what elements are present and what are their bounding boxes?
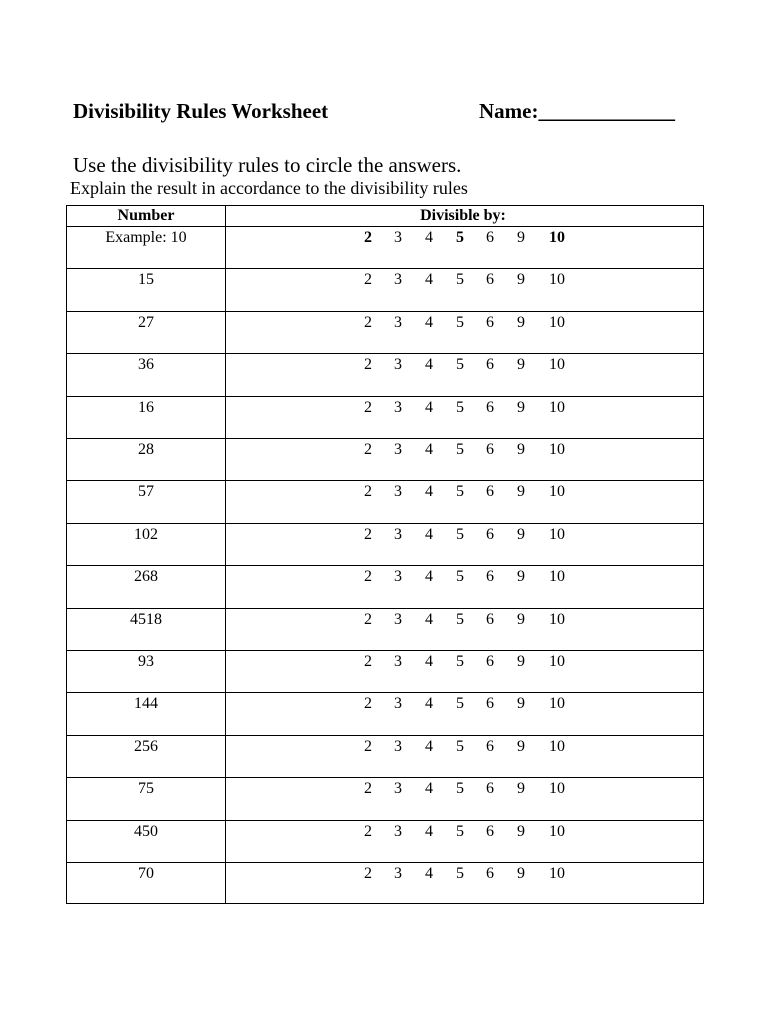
divisor-option-2[interactable]: 2 [364, 356, 372, 374]
divisor-option-9[interactable]: 9 [517, 822, 525, 840]
row-number-cell: Example: 10 [105, 229, 187, 246]
divisor-option-2[interactable]: 2 [364, 737, 372, 755]
divisor-option-6[interactable]: 6 [486, 865, 494, 882]
divisor-option-9[interactable]: 9 [517, 271, 525, 289]
divisor-option-3[interactable]: 3 [394, 313, 402, 331]
divisor-option-10[interactable]: 10 [549, 525, 565, 543]
divisor-option-2[interactable]: 2 [364, 398, 372, 416]
divisor-option-9[interactable]: 9 [517, 568, 525, 586]
divisor-option-6[interactable]: 6 [486, 822, 494, 840]
divisor-option-6[interactable]: 6 [486, 525, 494, 543]
divisor-option-2[interactable]: 2 [364, 780, 372, 798]
divisor-option-5[interactable]: 5 [456, 865, 464, 882]
divisor-option-6[interactable]: 6 [486, 695, 494, 713]
divisor-option-5[interactable]: 5 [456, 483, 464, 501]
divisor-option-9[interactable]: 9 [517, 398, 525, 416]
divisor-option-4[interactable]: 4 [425, 865, 433, 882]
divisor-option-2[interactable]: 2 [364, 441, 372, 458]
worksheet-title: Divisibility Rules Worksheet [73, 99, 329, 123]
table-row [67, 693, 703, 735]
divisor-option-3[interactable]: 3 [394, 737, 402, 755]
divisible-by-column-header: Divisible by: [420, 207, 506, 224]
divisor-option-4[interactable]: 4 [425, 525, 433, 543]
divisor-option-9[interactable]: 9 [517, 313, 525, 331]
divisor-option-6[interactable]: 6 [486, 356, 494, 374]
divisor-option-10[interactable]: 10 [549, 737, 565, 755]
table-row [67, 481, 703, 523]
divisor-option-6[interactable]: 6 [486, 610, 494, 628]
divisor-option-10[interactable]: 10 [549, 780, 565, 798]
divisor-option-9[interactable]: 9 [517, 229, 525, 246]
table-row [67, 227, 703, 269]
divisor-option-5[interactable]: 5 [456, 610, 464, 628]
divisor-option-10[interactable]: 10 [549, 313, 565, 331]
table-row [67, 397, 703, 439]
divisor-option-4[interactable]: 4 [425, 271, 433, 289]
divisor-option-10[interactable]: 10 [549, 398, 565, 416]
divisor-option-10[interactable]: 10 [549, 483, 565, 501]
divisor-option-2[interactable]: 2 [364, 822, 372, 840]
table-row [67, 609, 703, 651]
divisor-option-4[interactable]: 4 [425, 653, 433, 670]
divisor-option-10[interactable]: 10 [549, 865, 565, 882]
row-number-cell: 256 [134, 737, 158, 755]
divisor-option-4[interactable]: 4 [425, 737, 433, 755]
divisor-option-4[interactable]: 4 [425, 356, 433, 374]
divisor-option-5[interactable]: 5 [456, 229, 464, 246]
divisor-option-5[interactable]: 5 [456, 271, 464, 289]
divisor-option-10[interactable]: 10 [549, 653, 565, 670]
divisor-option-4[interactable]: 4 [425, 822, 433, 840]
divisor-option-10[interactable]: 10 [549, 271, 565, 289]
divisor-option-5[interactable]: 5 [456, 525, 464, 543]
table-row [67, 778, 703, 820]
divisor-option-2[interactable]: 2 [364, 610, 372, 628]
row-number-cell: 75 [138, 780, 154, 798]
divisor-option-5[interactable]: 5 [456, 737, 464, 755]
divisor-option-3[interactable]: 3 [394, 610, 402, 628]
instruction-explain-result: Explain the result in accordance to the divisibility rules [70, 178, 468, 198]
table-row [67, 354, 703, 396]
divisor-option-5[interactable]: 5 [456, 695, 464, 713]
instruction-circle-answers: Use the divisibility rules to circle the answers. [73, 153, 462, 177]
divisor-option-10[interactable]: 10 [549, 822, 565, 840]
name-field-label: Name:_____________ [479, 99, 675, 123]
divisor-option-5[interactable]: 5 [456, 313, 464, 331]
table-row [67, 439, 703, 481]
divisor-option-2[interactable]: 2 [364, 525, 372, 543]
divisor-option-6[interactable]: 6 [486, 313, 494, 331]
divisor-option-3[interactable]: 3 [394, 441, 402, 458]
divisor-option-5[interactable]: 5 [456, 441, 464, 458]
divisor-option-4[interactable]: 4 [425, 780, 433, 798]
divisor-option-4[interactable]: 4 [425, 568, 433, 586]
divisor-option-10[interactable]: 10 [549, 356, 565, 374]
divisor-option-9[interactable]: 9 [517, 780, 525, 798]
divisor-option-9[interactable]: 9 [517, 653, 525, 670]
row-number-cell: 144 [134, 695, 158, 713]
divisor-option-9[interactable]: 9 [517, 695, 525, 713]
divisor-option-3[interactable]: 3 [394, 653, 402, 670]
divisor-option-10[interactable]: 10 [549, 229, 565, 246]
row-number-cell: 36 [138, 356, 154, 374]
table-row [67, 736, 703, 778]
divisor-option-3[interactable]: 3 [394, 483, 402, 501]
divisor-option-4[interactable]: 4 [425, 441, 433, 458]
divisor-option-9[interactable]: 9 [517, 865, 525, 882]
divisor-option-3[interactable]: 3 [394, 865, 402, 882]
divisor-option-4[interactable]: 4 [425, 313, 433, 331]
divisor-option-6[interactable]: 6 [486, 441, 494, 458]
divisor-option-3[interactable]: 3 [394, 695, 402, 713]
divisor-option-5[interactable]: 5 [456, 356, 464, 374]
divisor-option-4[interactable]: 4 [425, 229, 433, 246]
divisor-option-3[interactable]: 3 [394, 780, 402, 798]
divisor-option-9[interactable]: 9 [517, 610, 525, 628]
divisor-option-5[interactable]: 5 [456, 822, 464, 840]
divisor-option-3[interactable]: 3 [394, 398, 402, 416]
row-number-cell: 15 [138, 271, 154, 289]
row-number-cell: 102 [134, 525, 158, 543]
divisor-option-4[interactable]: 4 [425, 610, 433, 628]
table-row [67, 524, 703, 566]
divisor-option-9[interactable]: 9 [517, 525, 525, 543]
divisor-option-10[interactable]: 10 [549, 695, 565, 713]
divisor-option-2[interactable]: 2 [364, 271, 372, 289]
number-column-header: Number [117, 207, 175, 224]
divisor-option-3[interactable]: 3 [394, 271, 402, 289]
row-number-cell: 450 [134, 822, 158, 840]
table-row [67, 651, 703, 693]
divisor-option-10[interactable]: 10 [549, 568, 565, 586]
table-row [67, 821, 703, 863]
divisor-option-2[interactable]: 2 [364, 568, 372, 586]
divisor-option-5[interactable]: 5 [456, 568, 464, 586]
divisor-option-2[interactable]: 2 [364, 313, 372, 331]
divisor-option-9[interactable]: 9 [517, 356, 525, 374]
divisor-option-6[interactable]: 6 [486, 737, 494, 755]
divisor-option-2[interactable]: 2 [364, 695, 372, 713]
row-number-cell: 28 [138, 441, 154, 458]
divisor-option-2[interactable]: 2 [364, 483, 372, 501]
divisor-option-3[interactable]: 3 [394, 525, 402, 543]
divisor-option-4[interactable]: 4 [425, 695, 433, 713]
table-header-row [67, 206, 703, 227]
divisor-option-5[interactable]: 5 [456, 780, 464, 798]
divisor-option-10[interactable]: 10 [549, 610, 565, 628]
divisibility-table [66, 205, 704, 904]
divisor-option-6[interactable]: 6 [486, 229, 494, 246]
divisor-option-4[interactable]: 4 [425, 398, 433, 416]
table-row [67, 566, 703, 608]
table-row [67, 312, 703, 354]
divisor-option-3[interactable]: 3 [394, 229, 402, 246]
divisor-option-5[interactable]: 5 [456, 653, 464, 670]
divisor-option-5[interactable]: 5 [456, 398, 464, 416]
row-number-cell: 4518 [130, 610, 162, 628]
row-number-cell: 57 [138, 483, 154, 501]
divisor-option-6[interactable]: 6 [486, 780, 494, 798]
row-number-cell: 27 [138, 313, 154, 331]
divisor-option-3[interactable]: 3 [394, 822, 402, 840]
divisor-option-2[interactable]: 2 [364, 229, 372, 246]
row-number-cell: 268 [134, 568, 158, 586]
row-number-cell: 16 [138, 398, 154, 416]
divisor-option-3[interactable]: 3 [394, 568, 402, 586]
row-number-cell: 70 [138, 865, 154, 882]
divisor-option-4[interactable]: 4 [425, 483, 433, 501]
table-row [67, 863, 703, 905]
divisor-option-2[interactable]: 2 [364, 865, 372, 882]
divisor-option-9[interactable]: 9 [517, 441, 525, 458]
divisor-option-10[interactable]: 10 [549, 441, 565, 458]
divisor-option-9[interactable]: 9 [517, 737, 525, 755]
divisor-option-3[interactable]: 3 [394, 356, 402, 374]
divisor-option-6[interactable]: 6 [486, 568, 494, 586]
row-number-cell: 93 [138, 653, 154, 670]
divisor-option-6[interactable]: 6 [486, 653, 494, 670]
divisor-option-6[interactable]: 6 [486, 271, 494, 289]
divisor-option-9[interactable]: 9 [517, 483, 525, 501]
divisor-option-6[interactable]: 6 [486, 398, 494, 416]
divisor-option-2[interactable]: 2 [364, 653, 372, 670]
table-row [67, 269, 703, 311]
divisor-option-6[interactable]: 6 [486, 483, 494, 501]
